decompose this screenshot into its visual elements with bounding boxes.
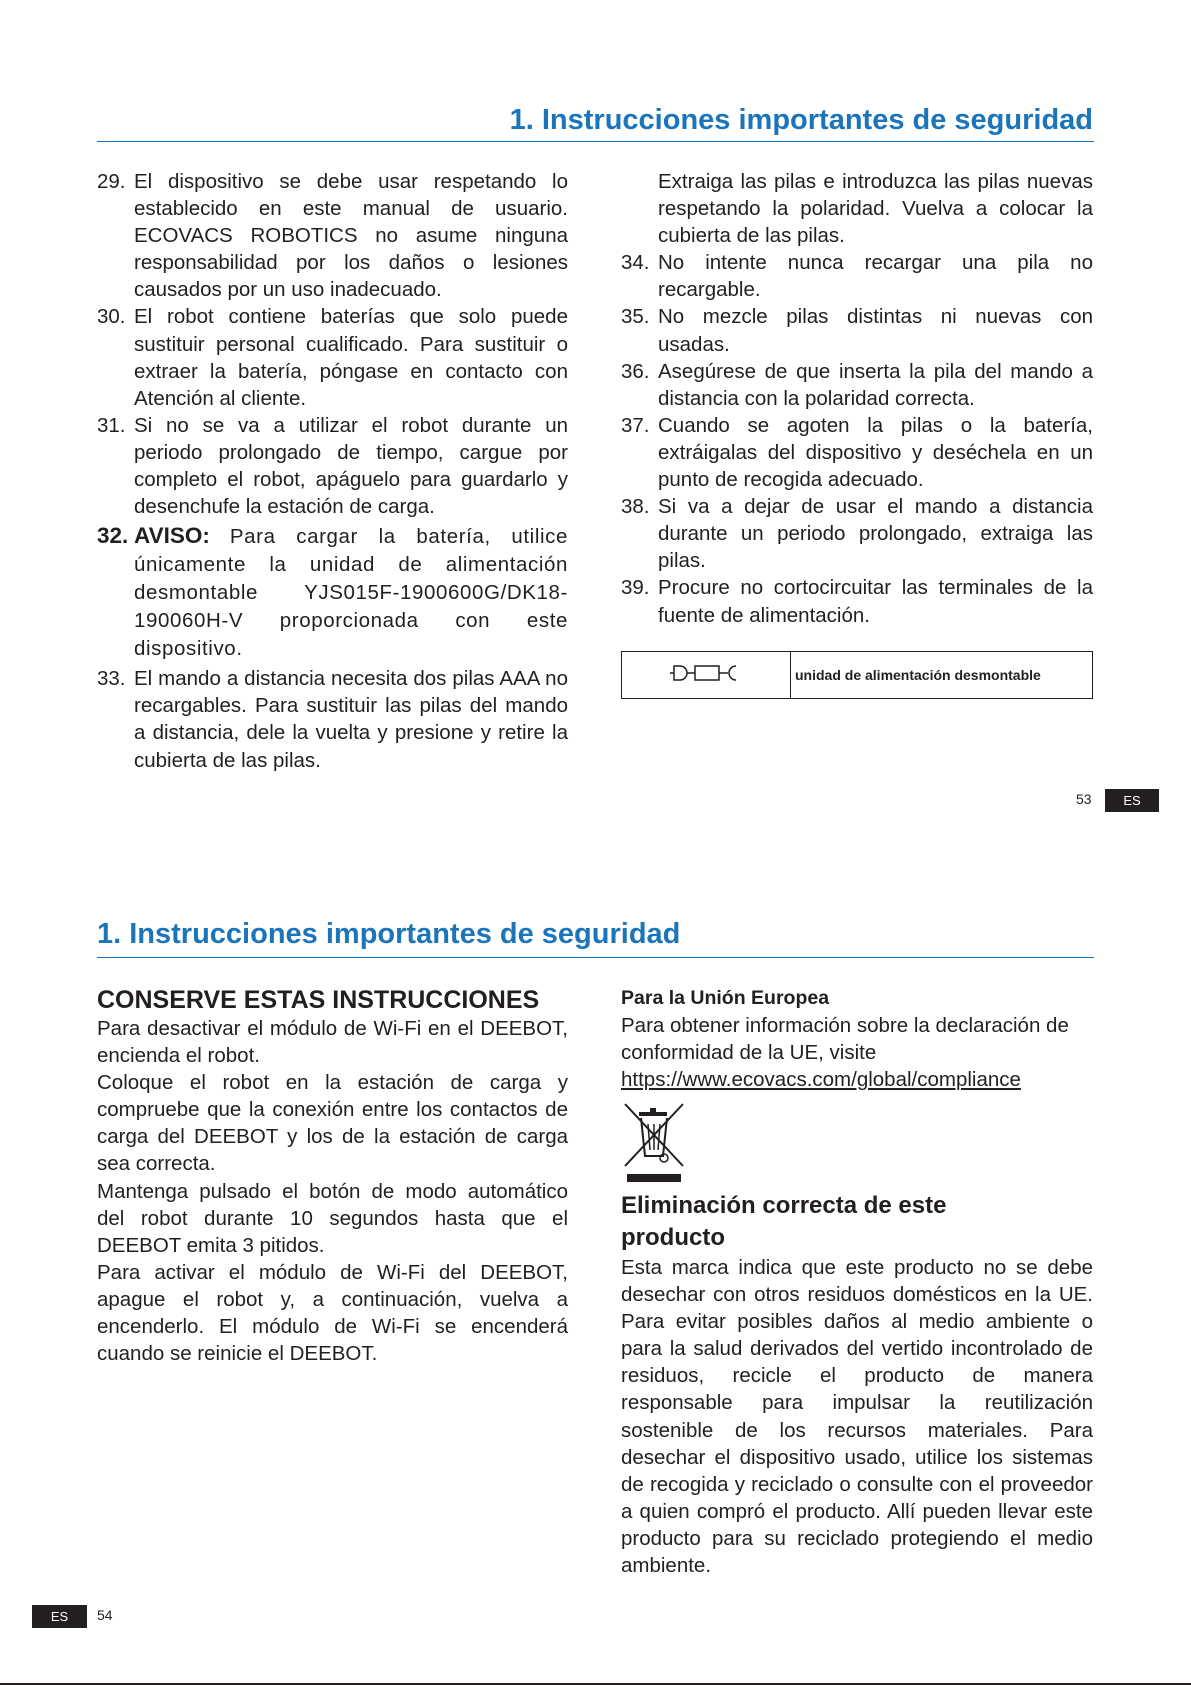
language-tag-top: ES <box>1105 789 1159 812</box>
list-item: 29. El dispositivo se debe usar respetando lo establecido en este manual de usuario. ECOVACS ROBOTICS no asume ninguna responsabilidad por los daños o lesiones causados por un uso inadecuado. <box>97 170 568 302</box>
eu-text: Para obtener información sobre la declaración de conformidad de la UE, visite <box>621 1014 1069 1065</box>
list-item: 30. El robot contiene baterías que solo puede sustituir personal cualificado. Para sustituir o extraer la batería, póngase en contacto con Atención al cliente. <box>97 305 568 410</box>
warning-label: AVISO: <box>134 523 210 549</box>
left-column-bottom <box>97 985 568 1367</box>
section-title: CONSERVE ESTAS INSTRUCCIONES <box>97 986 540 1014</box>
compliance-link[interactable]: https://www.ecovacs.com/global/compliance <box>621 1068 1021 1092</box>
paragraph: Coloque el robot en la estación de carga y compruebe que la conexión entre los contactos de carga del DEEBOT y los de la estación de carga sea correcta. <box>97 1071 568 1176</box>
heading-rule-top <box>97 141 1094 142</box>
page-title-top: 1. Instrucciones importantes de seguridad <box>509 104 1093 136</box>
crossed-out-wheelie-bin-icon <box>621 1102 687 1187</box>
disposal-text: Esta marca indica que este producto no se debe desechar con otros residuos domésticos en la UE. Para evitar posibles daños al medio ambiente o para la salud derivados del vertido incontrolado de residuos, recicle el producto de manera responsable para impulsar la reutilización sostenible de los recursos materiales. Para desechar el dispositivo usado, utilice los sistemas de recogida y reciclado o consulte con el proveedor a quien compró el producto. Allí pueden llevar este producto para su reciclado protegiendo el medio ambiente. <box>621 1256 1093 1578</box>
list-item: 36. Asegúrese de que inserta la pila del mando a distancia con la polaridad correcta. <box>621 359 1093 410</box>
right-column-bottom-top <box>621 985 1093 1093</box>
list-item: 35. No mezcle pilas distintas ni nuevas con usadas. <box>621 305 1093 356</box>
page-number-bottom: 54 <box>97 1607 113 1623</box>
page-number-top: 53 <box>1076 791 1092 807</box>
left-column-top <box>97 168 568 774</box>
list-item: 39. Procure no cortocircuitar las terminales de la fuente de alimentación. <box>621 576 1093 627</box>
list-item: 33. El mando a distancia necesita dos pilas AAA no recargables. Para sustituir las pilas del mando a distancia, dele la vuelta y presione y retire la cubierta de las pilas. <box>97 667 568 772</box>
disposal-title: Eliminación correcta de este producto <box>621 1192 947 1251</box>
language-tag-bottom: ES <box>32 1605 87 1628</box>
symbol-table <box>621 651 1093 699</box>
page-title-bottom: 1. Instrucciones importantes de seguridad <box>97 918 681 950</box>
paragraph: Para activar el módulo de Wi-Fi del DEEBOT, apague el robot y, a continuación, vuelva a encenderlo. El módulo de Wi-Fi se encenderá cuando se reinicie el DEEBOT. <box>97 1260 568 1366</box>
paragraph: Mantenga pulsado el botón de modo automático del robot durante 10 segundos hasta que el DEEBOT emita 3 pitidos. <box>97 1179 568 1257</box>
eu-title: Para la Unión Europea <box>621 987 830 1009</box>
list-item: 37. Cuando se agoten la pilas o la batería, extráigalas del dispositivo y deséchela en un punto de recogida adecuado. <box>621 413 1093 492</box>
right-column-top <box>621 168 1093 629</box>
symbol-cell <box>622 652 791 698</box>
symbol-label: unidad de alimentación desmontable <box>795 667 1041 683</box>
paragraph: Para desactivar el módulo de Wi-Fi en el DEEBOT, encienda el robot. <box>97 1017 568 1068</box>
right-column-bottom-main <box>621 1190 1093 1579</box>
list-item: 38. Si va a dejar de usar el mando a distancia durante un periodo prolongado, extraiga las pilas. <box>621 495 1093 573</box>
continuation-text: Extraiga las pilas e introduzca las pilas nuevas respetando la polaridad. Vuelva a colocar la cubierta de las pilas. <box>658 170 1093 248</box>
list-item: 31. Si no se va a utilizar el robot durante un periodo prolongado de tiempo, cargue por completo el robot, apáguelo para guardarlo y desenchufe la estación de carga. <box>97 413 568 519</box>
heading-rule-bottom <box>97 957 1094 958</box>
warning-item: 32. AVISO: Para cargar la batería, utilice únicamente la unidad de alimentación desmontable YJS015F-1900600G/DK18-190060H-V proporcionada con este dispositivo. <box>97 523 568 661</box>
list-item: 34. No intente nunca recargar una pila no recargable. <box>621 251 1093 302</box>
detachable-power-supply-icon <box>666 662 746 689</box>
